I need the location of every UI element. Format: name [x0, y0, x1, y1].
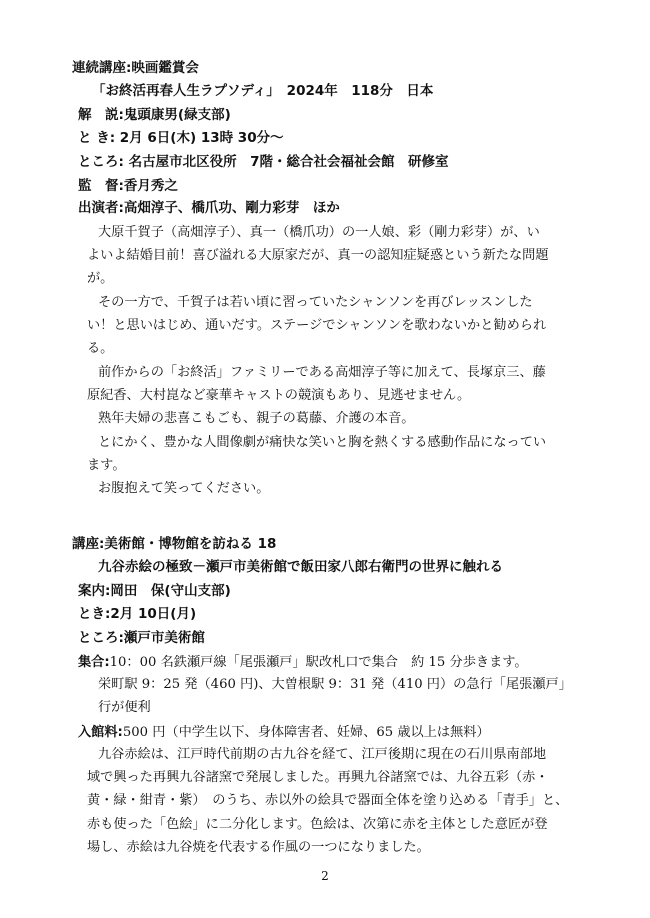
section2-heading: 講座:美術館・博物館を訪ねる 18 [72, 536, 277, 552]
body-line: る。 [87, 341, 114, 356]
body-line: 前作からの「お終活」ファミリーである高畑淳子等に加えて、長塚京三、藤 [98, 365, 546, 380]
fee-row [78, 725, 490, 739]
body-line: 赤も使った「色絵」に二分化します。色絵は、次第に赤を主体とした意匠が登 [87, 817, 548, 832]
fee-label: 入館料: [78, 725, 123, 740]
section1-heading: 連続講座:映画鑑賞会 [72, 60, 199, 76]
meeting-row [78, 655, 528, 669]
cast: 出演者:高畑淳子、橋爪功、剛力彩芽 ほか [78, 200, 340, 216]
body-line: 九谷赤絵は、江戸時代前期の古九谷を経て、江戸後期に現在の石川県南部地 [98, 747, 547, 762]
body-line: ます。 [87, 458, 126, 473]
body-line: 原紀香、大村崑など豪華キャストの競演もあり、見逃せません。 [87, 388, 471, 403]
meeting-line: 栄町駅 9：25 発（460 円)、大曽根駅 9：31 発（410 円）の急行「尾張瀬戸」 [98, 677, 572, 692]
tour-datetime: とき:2月 10日(月) [78, 606, 197, 622]
meeting-line: 行が便利 [98, 700, 151, 715]
director: 監 督:香月秀之 [78, 178, 178, 194]
section2-subtitle: 九谷赤絵の極致－瀬戸市美術館で飯田家八郎右衛門の世界に触れる [98, 559, 503, 575]
meeting-text: 10：00 名鉄瀬戸線「尾張瀬戸」駅改札口で集合 約 15 分歩きます。 [109, 655, 528, 670]
tour-venue: ところ:瀬戸市美術館 [78, 630, 205, 646]
body-line: い！と思いはじめ、通いだす。ステージでシャンソンを歌わないかと勧められ [87, 318, 547, 333]
film-title: 「お終活再春人生ラプソディ」 2024年 118分 日本 [92, 83, 434, 99]
body-line: 熟年夫婦の悲喜こもごも、親子の葛藤、介護の本音。 [98, 411, 415, 426]
body-line: とにかく、豊かな人間像劇が痛快な笑いと胸を熱くする感動作品になってい [98, 435, 547, 450]
body-line: その一方で、千賀子は若い頃に習っていたシャンソンを再びレッスンした [98, 295, 533, 310]
body-line: よいよ結婚目前！喜び溢れる大原家だが、真一の認知症疑惑という新たな問題 [87, 248, 549, 263]
fee-text: 500 円（中学生以下、身体障害者、妊婦、65 歳以上は無料） [122, 725, 490, 740]
body-line: が。 [87, 271, 114, 286]
body-line: 域で興った再興九谷諸窯で発展しました。再興九谷諸窯では、九谷五彩（赤・ [87, 770, 549, 785]
commentary: 解 説:鬼頭康男(緑支部) [78, 107, 231, 123]
guide: 案内:岡田 保(守山支部) [78, 583, 231, 599]
event-datetime: と き: 2月 6日(木) 13時 30分～ [78, 130, 284, 146]
body-line: 黄・緑・紺青・紫） のうち、赤以外の絵具で器面全体を塗り込める「青手」と、 [87, 793, 569, 808]
body-line: 場し、赤絵は九谷焼を代表する作風の一つになりました。 [87, 840, 430, 855]
body-line: お腹抱えて笑ってください。 [98, 481, 270, 496]
meeting-label: 集合: [78, 655, 110, 670]
body-line: 大原千賀子（高畑淳子）、真一（橋爪功）の一人娘、彩（剛力彩芽）が、い [98, 225, 540, 240]
page-number: 2 [321, 869, 329, 883]
event-venue: ところ: 名古屋市北区役所 7階・総合社会福祉会館 研修室 [78, 154, 449, 170]
